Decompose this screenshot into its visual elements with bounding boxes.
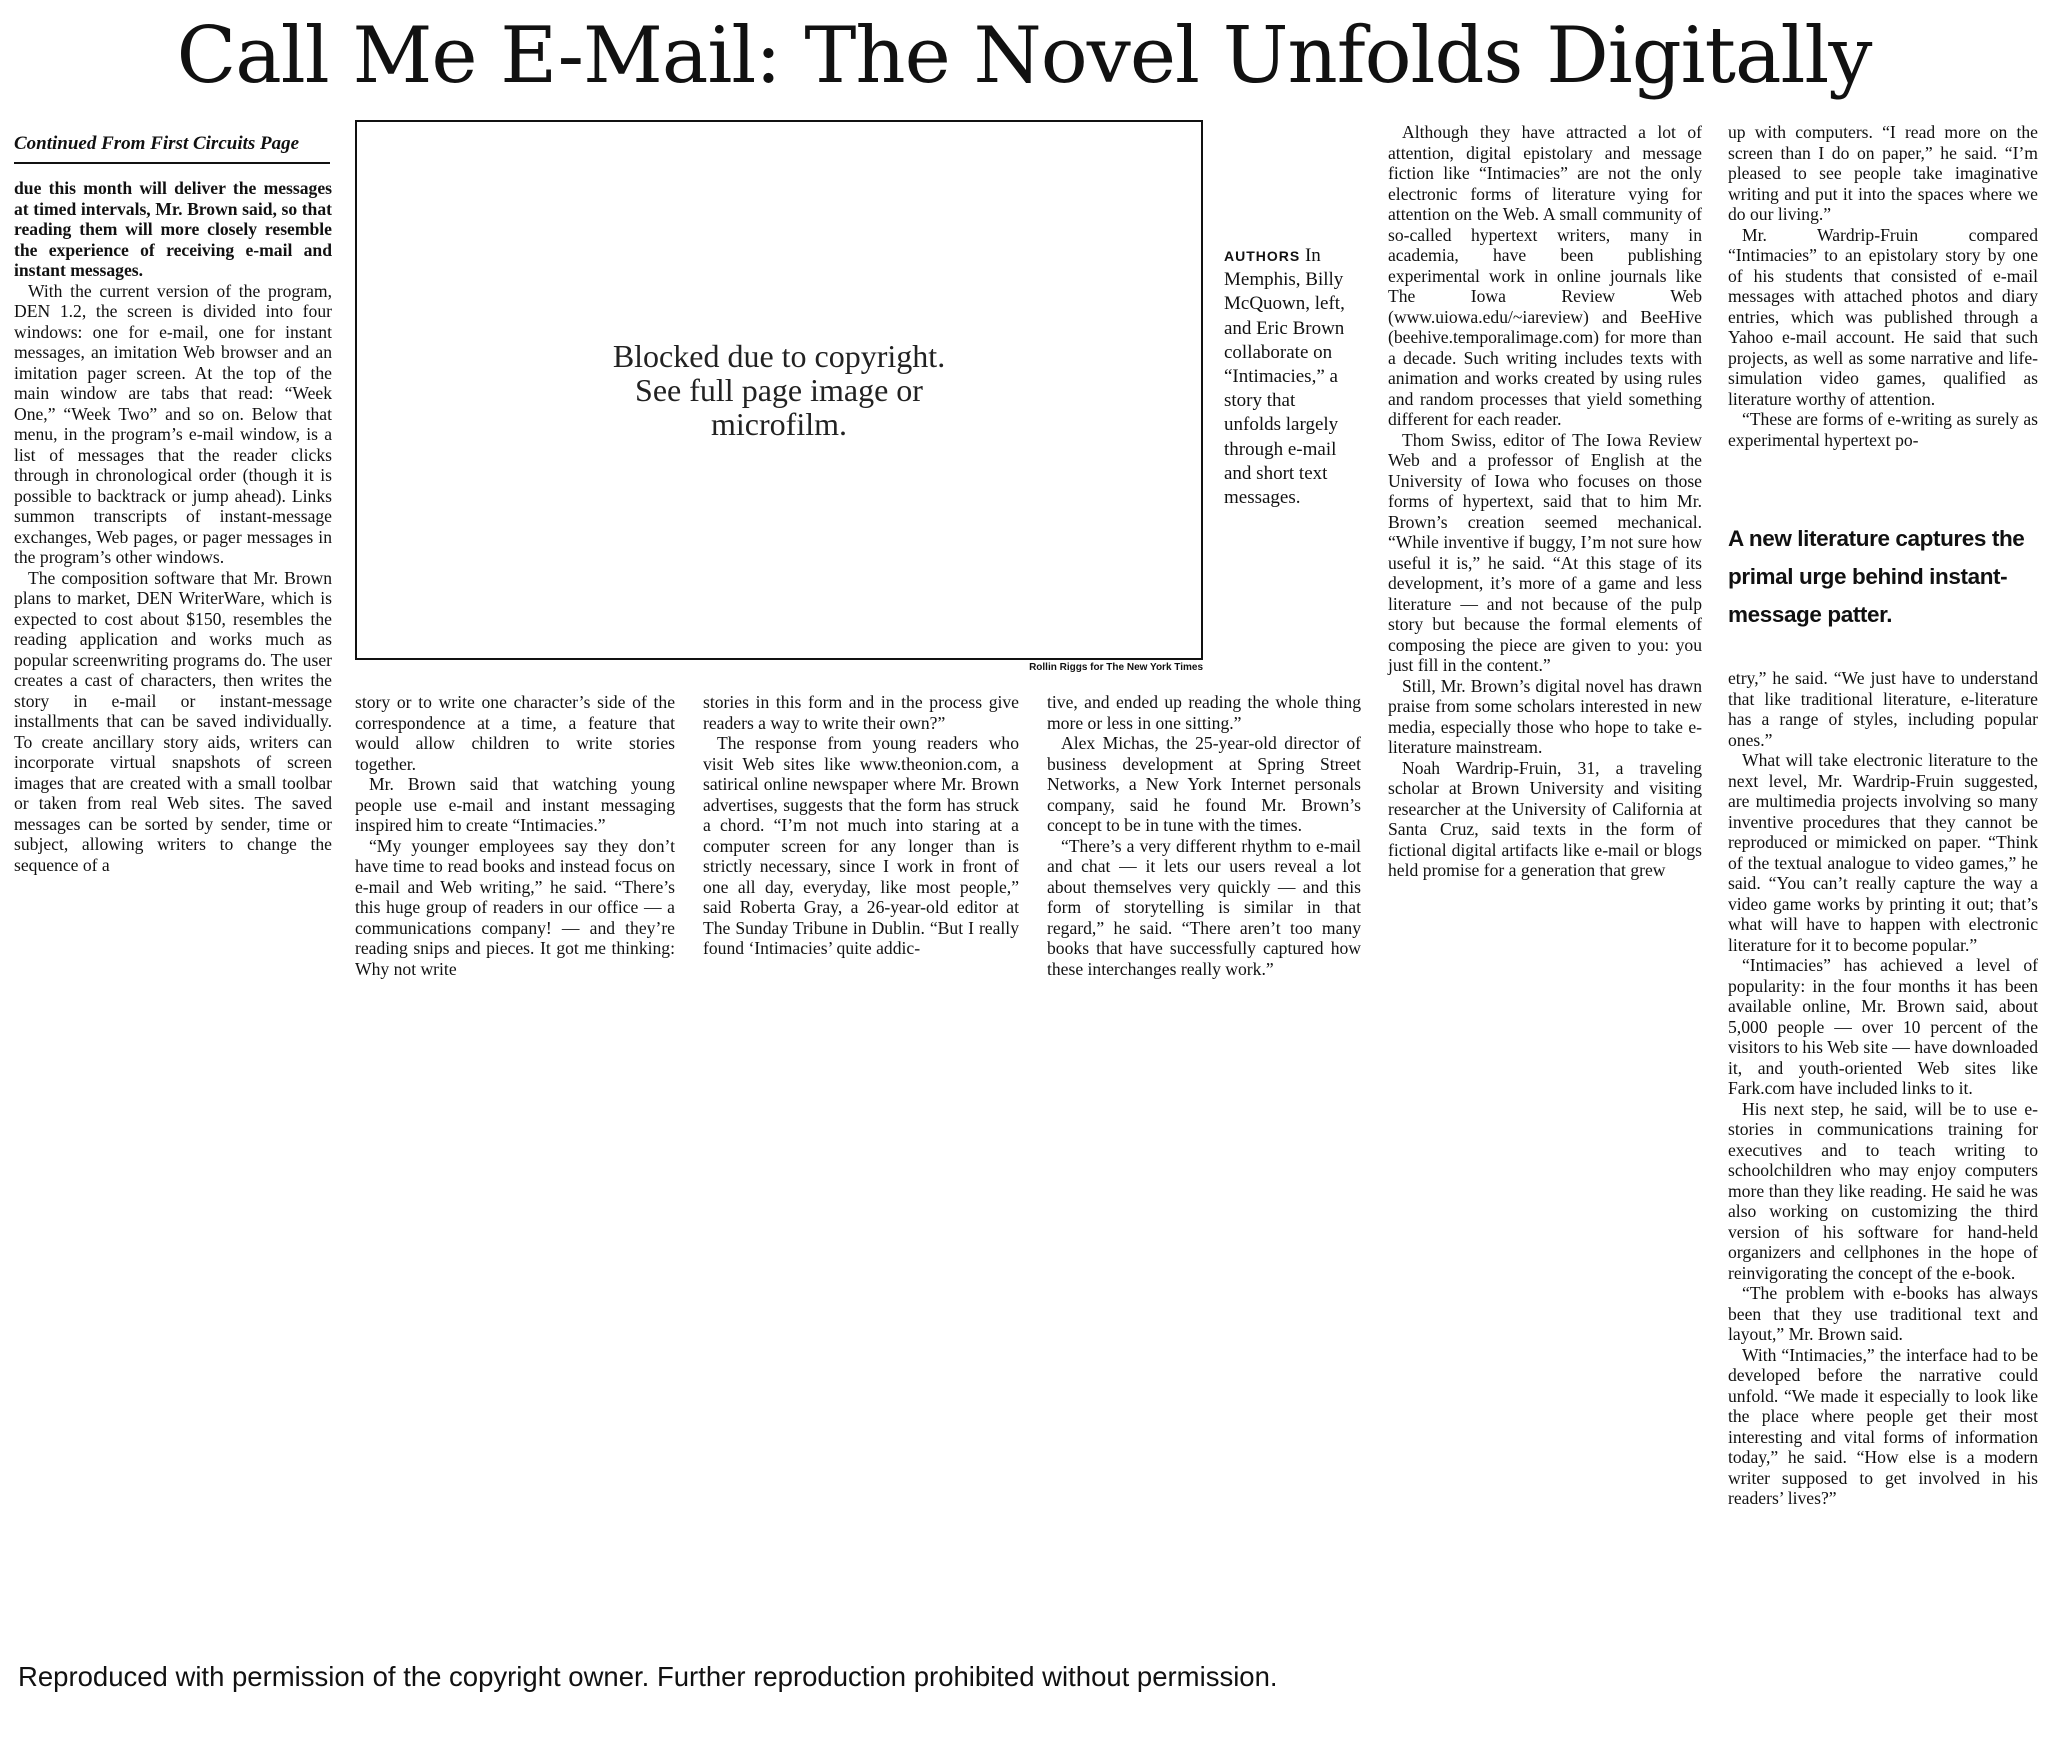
caption-label: AUTHORS — [1224, 248, 1301, 264]
column-1 — [14, 178, 332, 875]
continued-kicker: Continued From First Circuits Page — [14, 132, 330, 164]
paragraph: Mr. Wardrip-Fruin compared “Intimacies” to an epistolary story by one of his students that consisted of e-mail messages with attached photos and diary entries, which was published through a Yahoo e-mail account. He said that such projects, as well as some narrative and life-simulation video games, qualified as literature worthy of attention. — [1728, 224, 2038, 409]
photo-credit: Rollin Riggs for The New York Times — [1029, 662, 1203, 673]
paragraph: Although they have attracted a lot of attention, digital epistolary and message fiction like “Intimacies” are not the only electronic forms of literature vying for attention on the Web. A small community of so-called hypertext writers, many in academia, have been publishing experimental work in online journals like The Iowa Review Web (www.uiowa.edu/~iareview) and BeeHive (beehive.temporalimage.com) for more than a decade. Such writing includes texts with animation and works created by using rules and random processes that yield something different for each reader. — [1388, 122, 1702, 429]
paragraph: story or to write one character’s side of the correspondence at a time, a feature that would allow children to write stories together. — [355, 692, 675, 774]
column-6-bottom — [1728, 668, 2038, 1509]
paragraph: up with computers. “I read more on the screen than I do on paper,” he said. “I’m pleased to see people take imaginative writing and put it into the spaces where we do our living.” — [1728, 122, 2038, 224]
paragraph: Still, Mr. Brown’s digital novel has drawn praise from some scholars interested in new media, especially those who hope to take e-literature mainstream. — [1388, 675, 1702, 757]
paragraph: Thom Swiss, editor of The Iowa Review Web and a professor of English at the University of Iowa who focuses on those forms of hypertext, said that to him Mr. Brown’s creation seemed mechanical. “While inventive if buggy, I’m not sure how useful it is,” he said. “At this stage of its development, it’s more of a game and less literature — and not because of the pulp story but because the formal elements of composing the piece are given to you: you just fill in the content.” — [1388, 429, 1702, 675]
photo-placeholder-line: See full page image or — [635, 372, 923, 408]
paragraph: The response from young readers who visit Web sites like www.theonion.com, a satirical online newspaper where Mr. Brown advertises, suggests that the form has struck a chord. “I’m not much into staring at a computer screen for any longer than is strictly necessary, since I work in front of one all day, everyday, like most people,” said Roberta Gray, a 26-year-old editor at The Sunday Tribune in Dublin. “But I really found ‘Intimacies’ quite addic- — [703, 733, 1019, 958]
paragraph: The composition software that Mr. Brown plans to market, DEN WriterWare, which is expected to cost about $150, resembles the reading application and works much as popular screenwriting programs do. The user creates a cast of characters, then writes the story in e-mail or instant-message installments that can be saved individually. To create ancillary story aids, writers can incorporate virtual snapshots of screen images that are created with a small toolbar or taken from real Web sites. The saved messages can be sorted by sender, time or subject, allowing writers to change the sequence of a — [14, 567, 332, 875]
column-2 — [355, 692, 675, 979]
pull-quote: A new literature captures the primal urge behind instant-message patter. — [1728, 526, 2025, 627]
copyright-footer: Reproduced with permission of the copyright owner. Further reproduction prohibited without permission. — [18, 1661, 1278, 1692]
photo-placeholder-line: microfilm. — [711, 406, 847, 442]
column-4 — [1047, 692, 1361, 979]
photo-caption — [1224, 244, 1350, 510]
paragraph: tive, and ended up reading the whole thing more or less in one sitting.” — [1047, 692, 1361, 733]
paragraph: Mr. Brown said that watching young people use e-mail and instant messaging inspired him to create “Intimacies.” — [355, 774, 675, 835]
headline: Call Me E-Mail: The Novel Unfolds Digitally — [176, 11, 1872, 101]
paragraph: due this month will deliver the messages at timed intervals, Mr. Brown said, so that reading them will more closely resemble the experience of receiving e-mail and instant messages. — [14, 178, 332, 280]
paragraph: His next step, he said, will be to use e-stories in communications training for executives and to teach writing to schoolchildren who may enjoy computers more than they like reading. He said he was also working on customizing the third version of his software for hand-held organizers and cellphones in the hope of reinvigorating the concept of the e-book. — [1728, 1098, 2038, 1283]
paragraph: Noah Wardrip-Fruin, 31, a traveling scholar at Brown University and visiting researcher at the University of California at Santa Cruz, said texts in the form of fictional digital artifacts like e-mail or blogs held promise for a generation that grew — [1388, 757, 1702, 880]
paragraph: With the current version of the program, DEN 1.2, the screen is divided into four windows: one for e-mail, one for instant messages, an imitation Web browser and an imitation pager screen. At the top of the main window are tabs that read: “Week One,” “Week Two” and so on. Below that menu, in the program’s e-mail window, is a list of messages that the reader clicks through in chronological order (though it is possible to backtrack or jump ahead). Links summon transcripts of instant-message exchanges, Web pages, or pager messages in the program’s other windows. — [14, 280, 332, 567]
paragraph: “There’s a very different rhythm to e-mail and chat — it lets our users reveal a lot about themselves very quickly — and this form of storytelling is similar in that regard,” he said. “There aren’t too many books that have successfully captured how these interchanges really work.” — [1047, 835, 1361, 979]
paragraph: “The problem with e-books has always been that they use traditional text and layout,” Mr. Brown said. — [1728, 1283, 2038, 1344]
column-3 — [703, 692, 1019, 959]
paragraph: What will take electronic literature to the next level, Mr. Wardrip-Fruin suggested, are multimedia projects involving so many inventive procedures that they cannot be reproduced or mimicked on paper. “Think of the textual analogue to video games,” he said. “You can’t really capture the way a video game works by printing it out; that’s what will have to happen with electronic literature for it to become popular.” — [1728, 750, 2038, 955]
paragraph: stories in this form and in the process give readers a way to write their own?” — [703, 692, 1019, 733]
paragraph: “Intimacies” has achieved a level of popularity: in the four months it has been available online, Mr. Brown said, about 5,000 people — over 10 percent of the visitors to his Web site — have downloaded it, and youth-oriented Web sites like Fark.com have included links to it. — [1728, 955, 2038, 1098]
paragraph: “These are forms of e-writing as surely as experimental hypertext po- — [1728, 409, 2038, 450]
photo-placeholder-line: Blocked due to copyright. — [612, 338, 946, 374]
column-5 — [1388, 122, 1702, 881]
paragraph: Alex Michas, the 25-year-old director of business development at Spring Street Networks, a New York Internet personals company, said he found Mr. Brown’s concept to be in tune with the times. — [1047, 733, 1361, 835]
photo-placeholder — [355, 120, 1203, 660]
paragraph: With “Intimacies,” the interface had to be developed before the narrative could unfold. “We made it especially to look like the place where people get their most interesting and vital forms of information today,” he said. “How else is a modern writer supposed to get involved in his readers’ lives?” — [1728, 1344, 2038, 1508]
paragraph: “My younger employees say they don’t have time to read books and instead focus on e-mail and Web writing,” he said. “There’s this huge group of readers in our office — a communications company! — and they’re reading snips and pieces. It got me thinking: Why not write — [355, 835, 675, 979]
column-6-top — [1728, 122, 2038, 450]
paragraph: etry,” he said. “We just have to understand that like traditional literature, e-literature has a range of styles, including popular ones.” — [1728, 668, 2038, 750]
caption-text: In Memphis, Billy McQuown, left, and Eric Brown collaborate on “Intimacies,” a story that unfolds largely through e-mail and short text messages. — [1224, 245, 1345, 509]
